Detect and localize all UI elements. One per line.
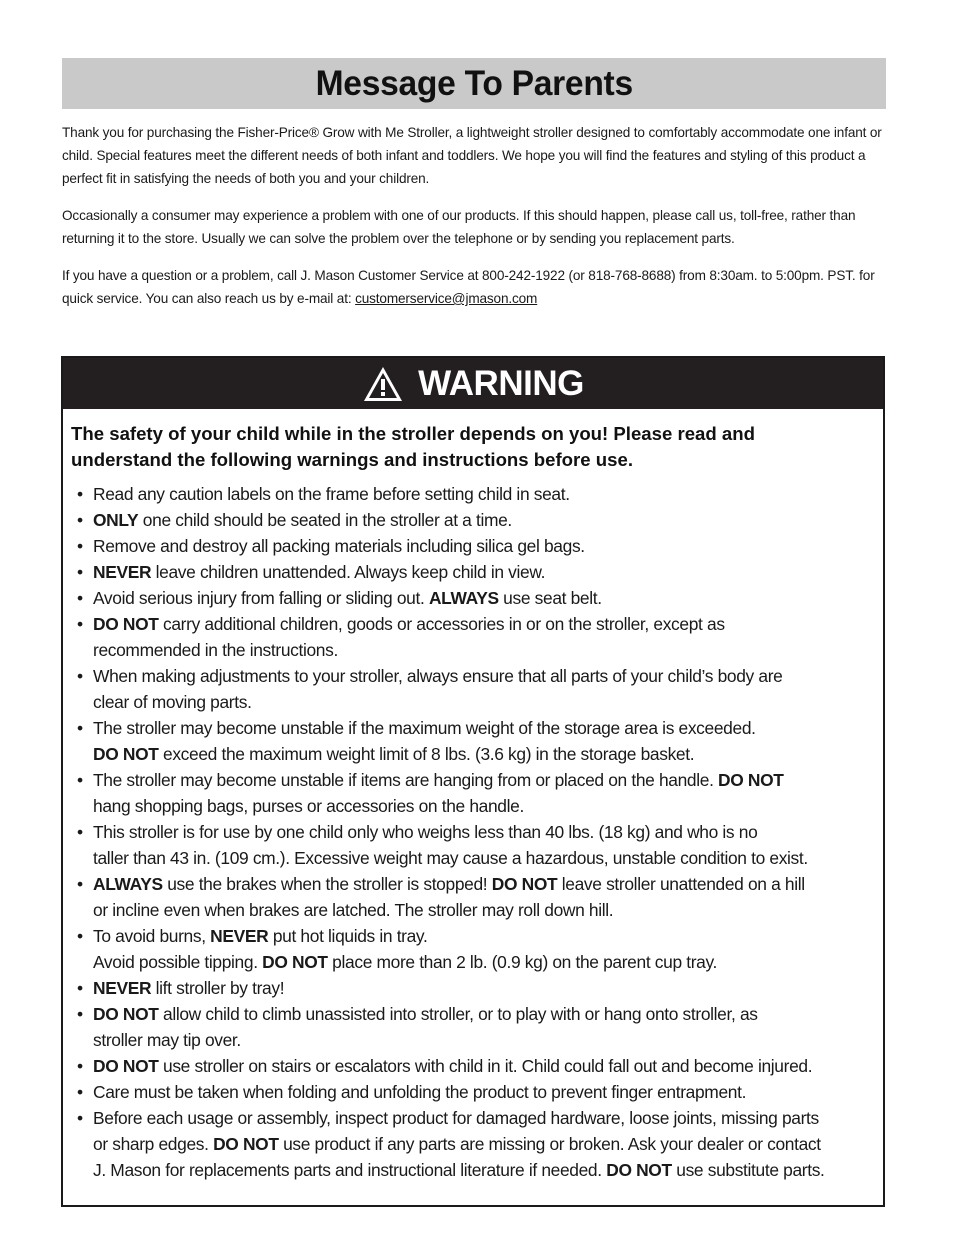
item-text: hang shopping bags, purses or accessories on the handle.	[93, 796, 524, 816]
item-text: use the brakes when the stroller is stopped!	[162, 874, 492, 894]
warning-item	[63, 663, 883, 715]
bullet-dot: •	[77, 770, 83, 790]
warning-item-line	[93, 585, 883, 611]
emphasis-text: DO NOT	[93, 744, 159, 764]
emphasis-text: ALWAYS	[428, 588, 499, 608]
intro-section	[62, 121, 882, 324]
warning-item-line	[93, 897, 883, 923]
intro-paragraph-problem: Occasionally a consumer may experience a problem with one of our products. If this should happen, please call us, toll-free, rather than returning it to the store. Usually we can solve the problem over the telephone or by sending you replacement parts.	[62, 208, 856, 246]
bullet-dot: •	[77, 1004, 83, 1024]
bullet-dot: •	[77, 874, 83, 894]
warning-item	[63, 871, 883, 923]
warning-item	[63, 481, 883, 507]
warning-item-line	[93, 871, 883, 897]
bullet-dot: •	[77, 614, 83, 634]
item-text: stroller may tip over.	[93, 1030, 241, 1050]
item-text: taller than 43 in. (109 cm.). Excessive weight may cause a hazardous, unstable condition to exist.	[93, 848, 808, 868]
warning-item	[63, 715, 883, 767]
warning-item	[63, 767, 883, 819]
warning-header	[63, 358, 883, 409]
warning-item-line	[93, 975, 883, 1001]
emphasis-text: ALWAYS	[93, 874, 163, 894]
warning-item-line	[93, 663, 883, 689]
emphasis-text: NEVER	[93, 978, 152, 998]
bullet-dot: •	[77, 926, 83, 946]
item-text: The stroller may become unstable if the maximum weight of the storage area is exceeded.	[93, 718, 756, 738]
warning-item-line	[93, 793, 883, 819]
item-text: put hot liquids in tray.	[268, 926, 428, 946]
warning-item	[63, 611, 883, 663]
intro-paragraph-contact	[62, 264, 882, 310]
warning-item-line	[93, 507, 883, 533]
emphasis-text: DO NOT	[718, 770, 784, 790]
contact-text: If you have a question or a problem, call J. Mason Customer Service at 800-242-1922 (or 818-768-8688) from 8:30am. to 5:00pm. PST. for quick service. You can also reach us by e-mail at:	[62, 268, 875, 306]
warning-item-line	[93, 845, 883, 871]
emphasis-text: NEVER	[93, 562, 152, 582]
warning-item-line	[93, 767, 883, 793]
item-text: carry additional children, goods or accessories in or on the stroller, except as	[158, 614, 725, 634]
item-text: or sharp edges.	[93, 1134, 214, 1154]
emphasis-text: DO NOT	[491, 874, 558, 894]
bullet-dot: •	[77, 1056, 83, 1076]
item-text: recommended in the instructions.	[93, 640, 338, 660]
warning-item	[63, 923, 883, 975]
bullet-dot: •	[77, 1082, 83, 1102]
item-text: leave stroller unattended on a hill	[557, 874, 805, 894]
warning-item-line	[93, 1131, 883, 1157]
item-text: use product if any parts are missing or broken. Ask your dealer or contact	[278, 1134, 821, 1154]
warning-item-line	[93, 481, 883, 507]
item-text: or incline even when brakes are latched. The stroller may roll down hill.	[93, 900, 614, 920]
item-text: This stroller is for use by one child only who weighs less than 40 lbs. (18 kg) and who is no	[93, 822, 758, 842]
warning-box	[61, 356, 885, 1207]
warning-item-line	[93, 533, 883, 559]
warning-item-line	[93, 637, 883, 663]
emphasis-text: DO NOT	[93, 1004, 159, 1024]
item-text: Remove and destroy all packing materials including silica gel bags.	[93, 536, 585, 556]
item-text: use stroller on stairs or escalators with child in it. Child could fall out and become injured.	[158, 1056, 813, 1076]
item-text: one child should be seated in the stroller at a time.	[138, 510, 512, 530]
bullet-dot: •	[77, 562, 83, 582]
item-text: J. Mason for replacements parts and instructional literature if needed.	[93, 1160, 607, 1180]
warning-item-line	[93, 923, 883, 949]
warning-item	[63, 559, 883, 585]
item-text: use seat belt.	[498, 588, 602, 608]
warning-list	[63, 481, 883, 1183]
warning-item	[63, 585, 883, 611]
bullet-dot: •	[77, 484, 83, 504]
email-link[interactable]: customerservice@jmason.com	[355, 291, 538, 306]
emphasis-text: DO NOT	[262, 952, 328, 972]
page-title: Message To Parents	[315, 63, 633, 103]
emphasis-text: DO NOT	[606, 1160, 672, 1180]
warning-item-line	[93, 689, 883, 715]
warning-item	[63, 975, 883, 1001]
warning-item-line	[93, 949, 883, 975]
warning-item	[63, 819, 883, 871]
item-text: To avoid burns,	[93, 926, 211, 946]
item-text: Before each usage or assembly, inspect product for damaged hardware, loose joints, missing parts	[93, 1108, 819, 1128]
item-text: leave children unattended. Always keep child in view.	[151, 562, 546, 582]
warning-item	[63, 1001, 883, 1053]
item-text: allow child to climb unassisted into stroller, or to play with or hang onto stroller, as	[158, 1004, 758, 1024]
warning-heading: WARNING	[418, 363, 584, 403]
warning-item-line	[93, 1105, 883, 1131]
item-text: Avoid serious injury from falling or sliding out.	[93, 588, 429, 608]
warning-item	[63, 1105, 883, 1183]
item-text: lift stroller by tray!	[151, 978, 285, 998]
title-bar	[62, 58, 886, 109]
item-text: The stroller may become unstable if items are hanging from or placed on the handle.	[93, 770, 719, 790]
warning-item-line	[93, 741, 883, 767]
emphasis-text: DO NOT	[213, 1134, 279, 1154]
warning-lead: The safety of your child while in the stroller depends on you! Please read and understand the following warnings and instructions before use.	[71, 423, 755, 470]
warning-item-line	[93, 1027, 883, 1053]
emphasis-text: DO NOT	[93, 1056, 159, 1076]
warning-item	[63, 1053, 883, 1079]
item-text: Avoid possible tipping.	[93, 952, 263, 972]
bullet-dot: •	[77, 718, 83, 738]
warning-item-line	[93, 611, 883, 637]
bullet-dot: •	[77, 510, 83, 530]
warning-item-line	[93, 819, 883, 845]
emphasis-text: DO NOT	[93, 614, 159, 634]
warning-item-line	[93, 1053, 883, 1079]
warning-item	[63, 1079, 883, 1105]
item-text: place more than 2 lb. (0.9 kg) on the parent cup tray.	[327, 952, 718, 972]
bullet-dot: •	[77, 666, 83, 686]
warning-item-line	[93, 559, 883, 585]
warning-item-line	[93, 715, 883, 741]
bullet-dot: •	[77, 822, 83, 842]
warning-item	[63, 533, 883, 559]
bullet-dot: •	[77, 536, 83, 556]
item-text: use substitute parts.	[671, 1160, 825, 1180]
intro-paragraph-thanks: Thank you for purchasing the Fisher-Price® Grow with Me Stroller, a lightweight stroller designed to comfortably accommodate one infant or child. Special features meet the different needs of both infant and toddlers. We hope you will find the features and styling of this product a perfect fit in satisfying the needs of both you and your children.	[62, 125, 882, 186]
item-text: clear of moving parts.	[93, 692, 252, 712]
emphasis-text: ONLY	[93, 510, 139, 530]
bullet-dot: •	[77, 588, 83, 608]
warning-item-line	[93, 1079, 883, 1105]
item-text: When making adjustments to your stroller, always ensure that all parts of your child’s body are	[93, 666, 783, 686]
warning-item-line	[93, 1157, 883, 1183]
item-text: Care must be taken when folding and unfolding the product to prevent finger entrapment.	[93, 1082, 747, 1102]
bullet-dot: •	[77, 978, 83, 998]
warning-item-line	[93, 1001, 883, 1027]
bullet-dot: •	[77, 1108, 83, 1128]
warning-triangle-icon	[362, 365, 404, 403]
emphasis-text: NEVER	[210, 926, 269, 946]
item-text: exceed the maximum weight limit of 8 lbs. (3.6 kg) in the storage basket.	[158, 744, 695, 764]
item-text: Read any caution labels on the frame before setting child in seat.	[93, 484, 570, 504]
warning-item	[63, 507, 883, 533]
